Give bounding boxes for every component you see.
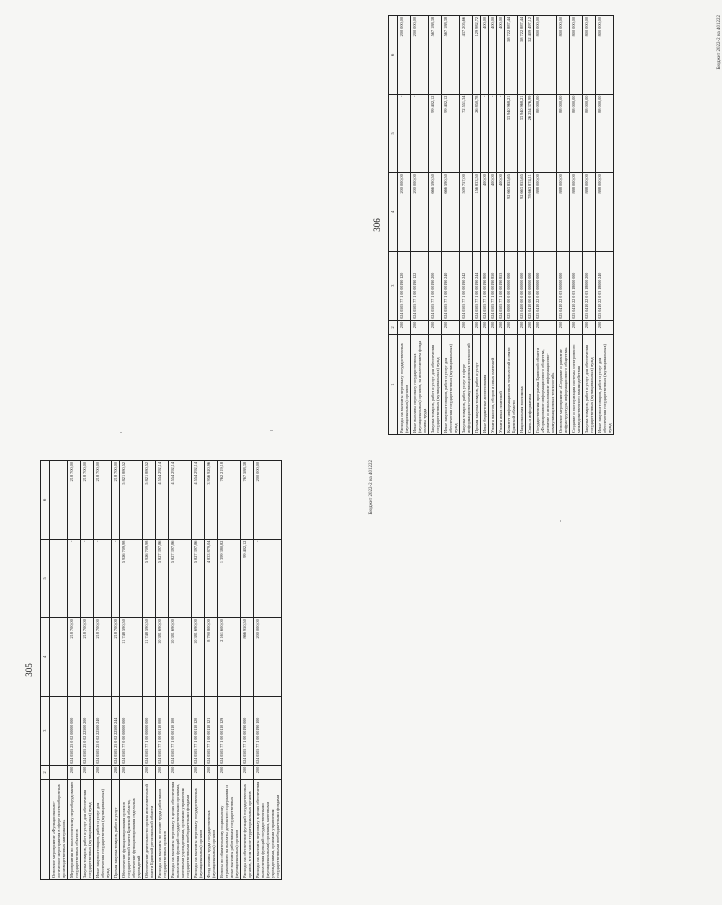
row-col2-cell: 200 [205,765,218,779]
row-name-cell: Обеспечение деятельности органа исполнительной власти Брянской региональной области [143,780,156,880]
row-amount-cell: 218 700,00 [68,461,81,540]
row-amount-cell: 2 161 600,00 [218,618,241,697]
header-col3: 3 [41,696,50,765]
table-row [460,16,473,435]
row-amount-cell: 88 000,00 [570,94,583,173]
row-code-cell: 024 0505 77 1 00 00190 850 [489,251,497,320]
row-amount-cell: - [81,539,94,618]
row-col2-cell: 200 [534,320,557,334]
row-code-cell: 024 0505 77 1 00 00190 853 [497,251,505,320]
row-code-cell: 025 0410 22 0 03 18000 200 [583,251,596,320]
row-name-cell: Закупка товаров, работ и услуг для обеспечения государственных (муниципальных) нужд [81,780,94,880]
row-code-cell: 025 0000 00 0 00 00000 000 [505,251,518,320]
header-col3: 3 [389,251,398,320]
scan-speck [270,430,273,431]
table-row [398,16,411,435]
row-code-cell: 024 0505 77 1 00 00190 122 [411,251,429,320]
row-amount-cell: 400,00 [481,173,489,252]
row-name-cell: Закупка товаров, работ и услуг для обеспечения государственных (муниципальных) нужд [429,335,442,435]
header-col4: 4 [389,173,398,252]
table-row [489,16,497,435]
row-amount-cell: 888 000,00 [596,173,614,252]
row-amount-cell: 10 381 690,00 [156,618,169,697]
row-col2-cell: 200 [156,765,169,779]
row-amount-cell: 800 000,00 [557,16,570,95]
row-code-cell: 024 0505 77 1 00 00190 244 [473,251,481,320]
row-amount-cell: 5 926 709,98 [143,539,156,618]
row-amount-cell [50,539,68,618]
row-name-cell: Иные выплаты персоналу государственных (муниципальных) органов, за исключением фонда оплаты труда [411,335,429,435]
row-col2-cell: 200 [218,765,241,779]
row-col2-cell: 200 [94,765,112,779]
row-amount-cell: 4 833 879,04 [205,539,218,618]
row-amount-cell: - [481,94,489,173]
row-name-cell: Закупка товаров, работ и услуг для обеспечения государственных (муниципальных) нужд [583,335,596,435]
row-amount-cell: 129 982,72 [473,16,481,95]
row-code-cell: 024 0505 77 1 00 00000 000 [143,696,156,765]
row-amount-cell: 99 402,12 [429,94,442,173]
row-amount-cell: 72 551,34 [460,94,473,173]
table-header-row [389,16,398,435]
row-amount-cell: - [112,539,120,618]
row-amount-cell [50,461,68,540]
budget-table-left [40,460,282,880]
row-code-cell: 024 0505 77 1 00 00190 120 [398,251,411,320]
scan-speck [560,520,561,522]
row-col2-cell: 200 [473,320,481,334]
row-col2-cell [50,765,68,779]
row-col2-cell: 200 [81,765,94,779]
row-amount-cell: - [489,94,497,173]
row-code-cell: 024 0505 77 1 00 00110 000 [156,696,169,765]
header-col4: 4 [41,618,50,697]
row-col2-cell: 200 [505,320,518,334]
table-row [518,16,526,435]
row-amount-cell: 200 000,00 [398,16,411,95]
row-col2-cell: 200 [489,320,497,334]
row-col2-cell: 200 [497,320,505,334]
row-name-cell: Расходы на выплаты персоналу в целях обеспечения выполнения функций государственными органами, казенными учреждениями, органами управления государственными внебюджетными фондами [169,780,192,880]
row-amount-cell: 888 000,00 [557,173,570,252]
row-amount-cell: 888 000,00 [583,173,596,252]
row-code-cell: 024 0505 77 1 00 00110 120 [192,696,205,765]
row-col2-cell: 200 [120,765,143,779]
row-amount-cell: 3 956 920,96 [205,461,218,540]
row-amount-cell: - [411,94,429,173]
table-row [205,461,218,880]
row-amount-cell: 666 590,50 [429,173,442,252]
header-col1 [41,780,50,880]
scan-speck [120,432,122,433]
row-col2-cell: 200 [429,320,442,334]
row-amount-cell: 99 402,12 [241,539,254,618]
row-amount-cell: 88 000,00 [534,94,557,173]
row-col2-cell: 200 [481,320,489,334]
row-code-cell: 024 0505 77 1 00 00190 000 [241,696,254,765]
row-amount-cell: 200 000,00 [254,461,282,540]
row-code-cell: 025 0410 22 0 03 18000 240 [596,251,614,320]
table-row [50,461,68,880]
row-code-cell: 024 0505 77 1 00 00190 100 [254,696,282,765]
table-row [442,16,460,435]
page-305 [24,460,374,880]
row-amount-cell: - [398,94,411,173]
row-code-cell: 024 0505 77 1 00 00190 200 [429,251,442,320]
row-code-cell: 024 0505 77 1 00 00110 121 [205,696,218,765]
row-amount-cell: 888 000,00 [534,173,557,252]
budget-table-right [388,15,614,435]
row-amount-cell: 400,00 [489,16,497,95]
row-name-cell: Обеспечение функционирования органов государственной власти Брянской области, обеспечение функционирования отдельных учреждений [120,780,143,880]
table-row [596,16,614,435]
row-amount-cell: 800 000,00 [583,16,596,95]
row-name-cell: Взносы по обязательному социальному страхованию на выплаты денежного содержания и иные выплаты работникам государственных (муниципальных) органов [218,780,241,880]
table-row [557,16,570,435]
row-name-cell: Фонд оплаты труда государственных (муниципальных) органов [205,780,218,880]
row-amount-cell: 11 748 590,50 [120,618,143,697]
row-col2-cell: 200 [596,320,614,334]
row-amount-cell: 218 700,00 [94,618,112,697]
row-name-cell: Иные закупки товаров, работ и услуг для обеспечения государственных (муниципальных) нужд [442,335,460,435]
row-name-cell: Расходы на выплаты персоналу государственных (муниципальных) органов [192,780,205,880]
row-amount-cell: 88 000,00 [557,94,570,173]
row-amount-cell: - [254,539,282,618]
row-amount-cell: 92 663 855,65 [518,173,526,252]
row-col2-cell: 200 [557,320,570,334]
row-name-cell: Комитет информационных технологий и связи Брянской области [505,335,518,435]
table-row [68,461,81,880]
row-amount-cell: 52 409 497,12 [526,16,534,95]
header-col5: 5 [41,539,50,618]
row-code-cell: 024 0505 25 0 02 22500 244 [112,696,120,765]
row-name-cell: Иные бюджетные ассигнования [481,335,489,435]
row-amount-cell: 218 700,00 [81,461,94,540]
row-amount-cell: 11 748 590,50 [143,618,156,697]
row-amount-cell: 400,00 [497,173,505,252]
row-amount-cell: 567 188,38 [442,16,460,95]
row-amount-cell: 92 663 855,65 [505,173,518,252]
row-name-cell: Создание и эксплуатация системы электронного межведомственного взаимодействия [570,335,583,435]
row-col2-cell: 200 [398,320,411,334]
row-name-cell: Уплата иных платежей [497,335,505,435]
row-amount-cell: 762 219,18 [218,461,241,540]
row-code-cell: 024 0505 25 0 02 22500 200 [81,696,94,765]
row-col2-cell: 200 [169,765,192,779]
row-amount-cell: 218 700,00 [81,618,94,697]
row-name-cell: Уплата налогов, сборов и иных платежей [489,335,497,435]
row-name-cell: Прочая закупка товаров, работ и услуг [473,335,481,435]
row-amount-cell: 800 000,00 [596,16,614,95]
header-col6: 6 [41,461,50,540]
row-amount-cell: 58 722 887,44 [505,16,518,95]
page-number: 306 [372,218,382,232]
row-amount-cell: 4 554 292,14 [156,461,169,540]
row-amount-cell: 26 254 376,99 [526,94,534,173]
row-amount-cell: 218 700,00 [94,461,112,540]
table-row [411,16,429,435]
row-col2-cell: 200 [583,320,596,334]
row-amount-cell: 4 554 292,14 [169,461,192,540]
row-name-cell: Расходы на выплаты по оплате труда работников государственных органов [156,780,169,880]
row-amount-cell: 5 821 880,52 [120,461,143,540]
table-row [241,461,254,880]
row-name-cell: Основное мероприятие «Создание и развитие инфраструктуры информационного общества» [557,335,570,435]
header-col2: 2 [389,320,398,334]
row-amount-cell: 58 722 887,44 [518,16,526,95]
row-amount-cell: 10 381 690,00 [192,618,205,697]
row-col2-cell: 200 [192,765,205,779]
row-name-cell: Иные закупки товаров, работ и услуг для обеспечения государственных (муниципальных) нужд [94,780,112,880]
row-code-cell: 024 0505 77 1 00 00110 129 [218,696,241,765]
row-col2-cell: 200 [112,765,120,779]
row-code-cell: 025 0410 00 0 00 00000 000 [526,251,534,320]
row-amount-cell: 10 381 690,00 [169,618,192,697]
row-amount-cell: 4 554 292,14 [192,461,205,540]
table-row [156,461,169,880]
row-col2-cell: 200 [460,320,473,334]
row-amount-cell: 8 790 800,00 [205,618,218,697]
row-name-cell: Расходы на выплаты персоналу государственных (муниципальных) органов [398,335,411,435]
table-header-row [41,461,50,880]
table-row [534,16,557,435]
header-col1: 1 [389,335,398,435]
row-col2-cell: 200 [518,320,526,334]
row-amount-cell: 200 000,00 [411,16,429,95]
page-number: 305 [24,663,34,677]
row-amount-cell [50,618,68,697]
row-amount-cell: 5 827 397,86 [156,539,169,618]
table-row [218,461,241,880]
row-code-cell: 024 0505 77 1 00 00110 100 [169,696,192,765]
row-amount-cell: 5 827 397,86 [192,539,205,618]
row-amount-cell: 400,00 [489,173,497,252]
table-row [192,461,205,880]
row-code-cell: 025 0400 00 0 00 00000 000 [518,251,526,320]
row-amount-cell: 666 590,50 [442,173,460,252]
row-name-cell: Прочая закупка товаров, работ и услуг [112,780,120,880]
row-col2-cell: 200 [526,320,534,334]
table-row [94,461,112,880]
table-row [497,16,505,435]
table-row [254,461,282,880]
row-code-cell: 024 0505 77 0 00 00000 000 [120,696,143,765]
table-row [169,461,192,880]
row-amount-cell: 218 700,00 [68,618,81,697]
table-row [143,461,156,880]
row-amount-cell: 866 950,50 [241,618,254,697]
row-amount-cell: - [94,539,112,618]
row-code-cell [50,696,68,765]
row-name-cell: Основное мероприятие «Функционально-логическое мероприятия в сфере посевооборотных производственных материалов» [50,780,68,880]
table-row [473,16,481,435]
row-code-cell: 024 0505 77 1 00 00190 242 [460,251,473,320]
row-amount-cell: 400,00 [481,16,489,95]
header-col6: 6 [389,16,398,95]
row-amount-cell: 33 940 968,21 [518,94,526,173]
row-name-cell: Расходы на обеспечение функций государственных органов, в том числе территориальных органов [241,780,254,880]
header-col5: 5 [389,94,398,173]
row-amount-cell: 156 833,50 [473,173,481,252]
row-amount-cell: 800 000,00 [570,16,583,95]
row-amount-cell: 200 000,00 [398,173,411,252]
row-name-cell: Государственная программа Брянской области «Формирование информационного общества, развитие и использование информационно-коммуникационных технологий» [534,335,557,435]
row-col2-cell: 200 [411,320,429,334]
row-name-cell: Иные закупки товаров, работ и услуг для обеспечения государственных (муниципальных) нужд [596,335,614,435]
row-amount-cell: 5 926 709,98 [120,539,143,618]
row-amount-cell: - [68,539,81,618]
row-amount-cell: 218 700,00 [112,618,120,697]
table-row [505,16,518,435]
row-amount-cell: 509 757,00 [460,173,473,252]
table-row [583,16,596,435]
row-amount-cell: 5 827 397,86 [169,539,192,618]
row-code-cell: 025 0410 22 0 00 00000 000 [534,251,557,320]
row-amount-cell: 888 000,00 [570,173,583,252]
row-col2-cell: 200 [442,320,460,334]
row-name-cell: Расходы на выплаты персоналу в целях обеспечения выполнения функций государственными (муниципальными) органами, казенными учреждениями, органами управления государственными внебюджетными фондами [254,780,282,880]
row-name-cell: Связь и информатика [526,335,534,435]
page-footer: Бюджет 2022-2 на 401222 [369,460,374,515]
row-name-cell: Закупка товаров, работ, услуг в сфере информационно-коммуникационных технологий [460,335,473,435]
row-name-cell: Мероприятия по экологическому переоборудованию государственных объектов [68,780,81,880]
row-col2-cell: 200 [143,765,156,779]
row-amount-cell: 88 000,00 [583,94,596,173]
row-amount-cell: 800 000,00 [534,16,557,95]
row-amount-cell: 78 663 874,11 [526,173,534,252]
table-row [481,16,489,435]
row-amount-cell: 33 940 968,21 [505,94,518,173]
row-name-cell: Национальная экономика [518,335,526,435]
row-amount-cell: 218 700,00 [112,461,120,540]
table-row [120,461,143,880]
row-code-cell: 025 0410 22 0 03 18000 000 [570,251,583,320]
header-col2: 2 [41,765,50,779]
row-col2-cell: 200 [68,765,81,779]
table-row [112,461,120,880]
row-amount-cell: 400,00 [497,16,505,95]
row-amount-cell: 437 205,66 [460,16,473,95]
row-amount-cell: 567 188,38 [429,16,442,95]
table-row [570,16,583,435]
row-amount-cell: 200 000,00 [254,618,282,697]
row-amount-cell: 26 850,78 [473,94,481,173]
row-amount-cell: 88 000,00 [596,94,614,173]
row-code-cell: 024 0505 25 0 02 22500 240 [94,696,112,765]
row-code-cell: 024 0505 77 1 00 00190 240 [442,251,460,320]
table-row [526,16,534,435]
row-amount-cell: 200 000,00 [411,173,429,252]
page-footer: Бюджет 2022-2 на 401222 [717,15,722,70]
row-code-cell: 025 0410 22 0 03 00000 000 [557,251,570,320]
row-col2-cell: 200 [570,320,583,334]
row-amount-cell: 1 399 380,82 [218,539,241,618]
page-306 [372,15,722,435]
table-row [429,16,442,435]
row-code-cell: 024 0505 77 1 00 00190 800 [481,251,489,320]
row-amount-cell: 99 402,12 [442,94,460,173]
table-row [81,461,94,880]
row-code-cell: 024 0505 25 0 02 00000 000 [68,696,81,765]
row-col2-cell: 200 [241,765,254,779]
row-amount-cell: 767 588,38 [241,461,254,540]
row-col2-cell: 200 [254,765,282,779]
row-amount-cell: 5 821 880,52 [143,461,156,540]
row-amount-cell: - [497,94,505,173]
